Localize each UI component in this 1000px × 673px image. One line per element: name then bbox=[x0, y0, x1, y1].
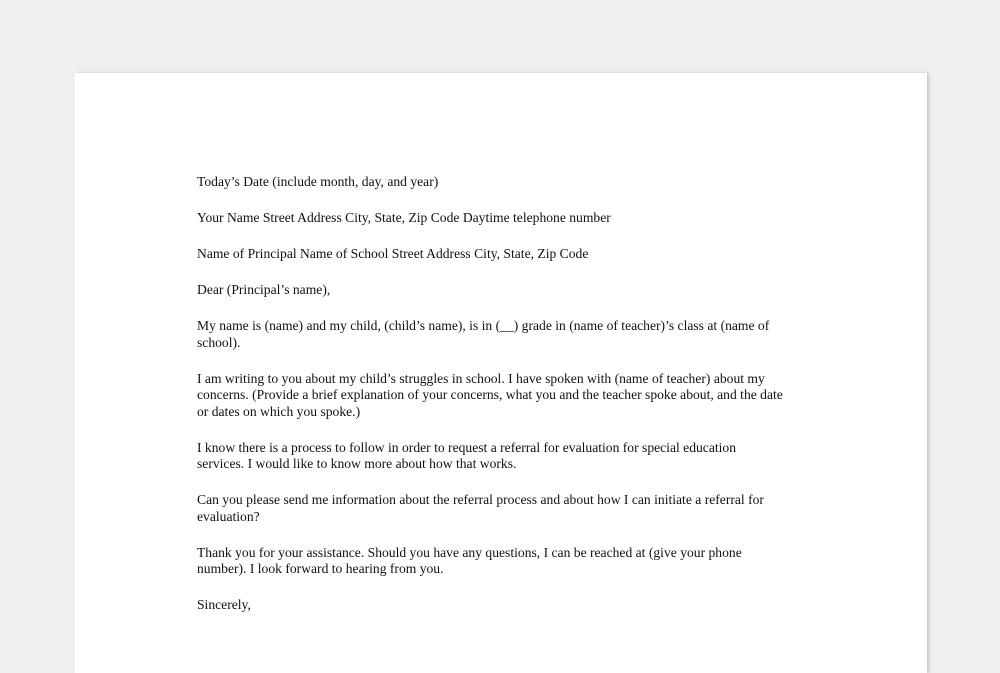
text-line: number). I look forward to hearing from you. bbox=[197, 561, 444, 576]
text-line: school). bbox=[197, 334, 241, 350]
text-line: Today’s Date (include month, day, and year) bbox=[197, 174, 439, 189]
text-line: I am writing to you about my child’s struggles in school. I have spoken with (name of teacher) about my bbox=[197, 370, 765, 386]
text-line: I know there is a process to follow in order to request a referral for evaluation for special education bbox=[197, 439, 737, 455]
document-page bbox=[75, 73, 927, 673]
text-line: concerns. (Provide a brief explanation of your concerns, what you and the teacher spoke about, and the date bbox=[197, 387, 783, 402]
salutation bbox=[197, 282, 837, 299]
text-line: or dates on which you spoke.) bbox=[197, 403, 361, 419]
recipient-address bbox=[197, 246, 837, 263]
concerns-paragraph bbox=[197, 371, 837, 421]
sender-address bbox=[197, 210, 837, 227]
text-line: Sincerely, bbox=[197, 597, 251, 612]
date-line bbox=[197, 174, 837, 191]
text-line: Dear (Principal’s name), bbox=[197, 282, 331, 297]
text-line: Your Name Street Address City, State, Zip Code Daytime telephone number bbox=[197, 210, 611, 225]
thanks-paragraph bbox=[197, 545, 837, 578]
text-line: Thank you for your assistance. Should you have any questions, I can be reached at (give your phone bbox=[197, 544, 742, 560]
text-line: Name of Principal Name of School Street Address City, State, Zip Code bbox=[197, 246, 589, 261]
request-paragraph bbox=[197, 492, 837, 525]
text-line: My name is (name) and my child, (child’s name), is in (__) grade in (name of teacher)’s class at (name of bbox=[197, 318, 770, 333]
process-paragraph bbox=[197, 440, 837, 473]
intro-paragraph bbox=[197, 318, 837, 351]
text-line: Can you please send me information about the referral process and about how I can initiate a referral for bbox=[197, 492, 764, 507]
text-line: evaluation? bbox=[197, 508, 260, 524]
text-line: services. I would like to know more about how that works. bbox=[197, 456, 517, 471]
letter-body bbox=[197, 174, 837, 633]
closing bbox=[197, 597, 837, 614]
